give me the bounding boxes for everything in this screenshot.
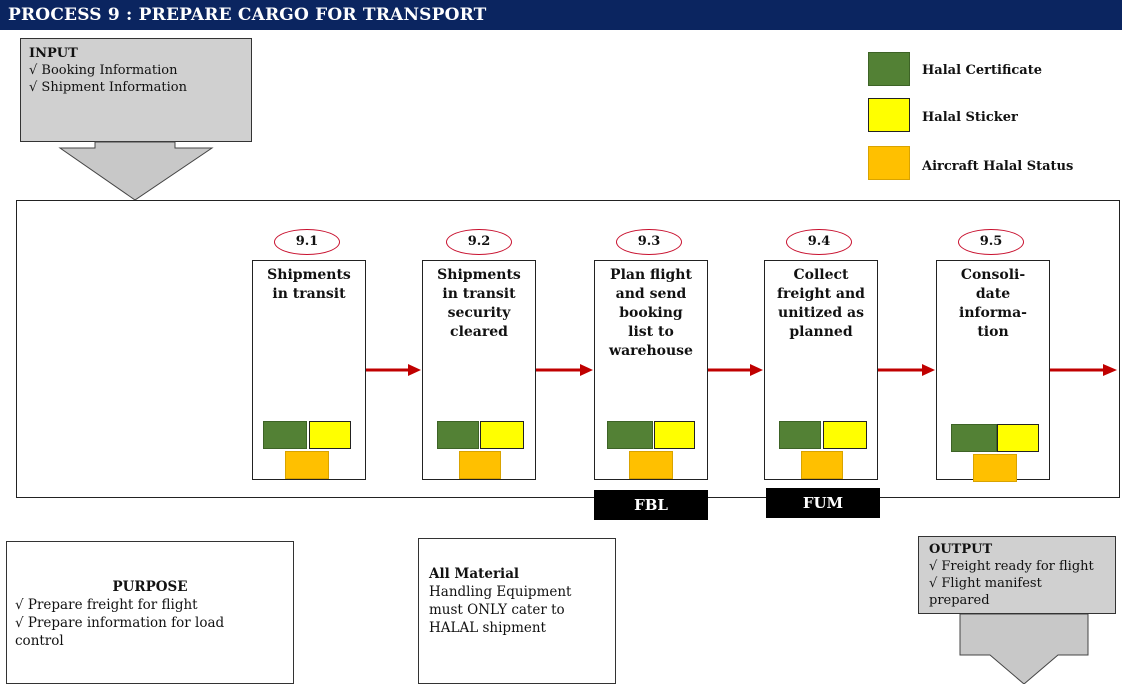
step-number-badge: 9.3 xyxy=(616,229,682,255)
flow-arrow-head-icon xyxy=(580,364,593,376)
purpose-item: control xyxy=(15,633,64,649)
page-title: PROCESS 9 : PREPARE CARGO FOR TRANSPORT xyxy=(0,0,1122,30)
step-label: Shipments in transit security cleared xyxy=(437,267,521,340)
step-label: Shipments in transit xyxy=(267,267,351,302)
step-label: Plan flight and send booking list to warehouse xyxy=(609,267,693,359)
material-heading: All Material xyxy=(429,566,520,582)
step-label: Consoli- date informa- tion xyxy=(959,267,1027,340)
material-line: Handling Equipment xyxy=(429,584,572,600)
output-item: √ Freight ready for flight xyxy=(929,559,1094,574)
flow-arrow-head-icon xyxy=(408,364,421,376)
step-number-badge: 9.1 xyxy=(274,229,340,255)
flow-arrow-head-icon xyxy=(922,364,935,376)
flow-arrow-head-icon xyxy=(1103,364,1117,376)
purpose-heading: PURPOSE xyxy=(112,579,188,595)
output-heading: OUTPUT xyxy=(929,542,993,557)
purpose-item: √ Prepare information for load xyxy=(15,615,225,631)
output-box xyxy=(918,536,1116,614)
input-item: √ Booking Information xyxy=(29,63,178,78)
step-number-badge: 9.2 xyxy=(446,229,512,255)
flow-arrow-head-icon xyxy=(750,364,763,376)
material-line: HALAL shipment xyxy=(429,620,546,636)
legend-label: Halal Certificate xyxy=(922,63,1043,78)
material-line: must ONLY cater to xyxy=(429,602,565,618)
step-number-badge: 9.5 xyxy=(958,229,1024,255)
legend-label: Halal Sticker xyxy=(922,110,1018,125)
output-item: √ Flight manifest prepared xyxy=(929,576,1042,608)
step-label: Collect freight and unitized as planned xyxy=(777,267,865,340)
purpose-item: √ Prepare freight for flight xyxy=(15,597,198,613)
step-number-badge: 9.4 xyxy=(786,229,852,255)
legend-label: Aircraft Halal Status xyxy=(922,159,1074,174)
purpose-box xyxy=(6,541,294,684)
message-code-badge: FUM xyxy=(766,488,880,518)
input-heading: INPUT xyxy=(29,46,78,61)
input-item: √ Shipment Information xyxy=(29,80,187,95)
message-code-badge: FBL xyxy=(594,490,708,520)
material-box xyxy=(418,538,616,684)
